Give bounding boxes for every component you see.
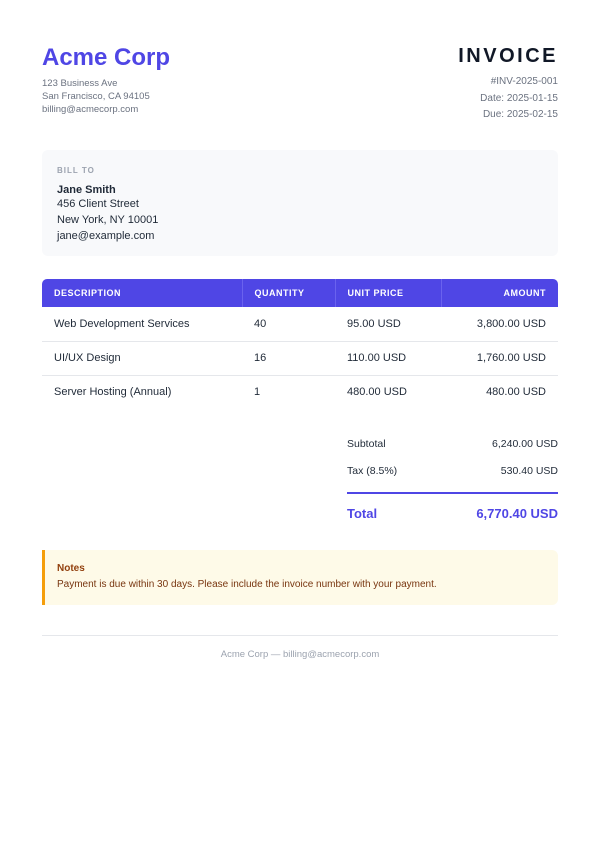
- company-block: [42, 44, 170, 124]
- subtotal-value: 6,240.00 USD: [492, 437, 558, 450]
- item-amount: 3,800.00 USD: [441, 307, 558, 341]
- column-header-quantity: QUANTITY: [242, 279, 335, 307]
- item-quantity: 1: [254, 386, 261, 399]
- company-address-line: San Francisco, CA 94105: [42, 91, 150, 102]
- footer-text: Acme Corp — billing@acmecorp.com: [220, 649, 380, 660]
- invoice-due-date: Due: 2025-02-15: [482, 109, 558, 120]
- tax-label: Tax (8.5%): [347, 464, 398, 477]
- line-items-table: [42, 279, 558, 409]
- table-row: [42, 341, 558, 375]
- item-amount: 1,760.00 USD: [441, 341, 558, 375]
- subtotal-row: [347, 430, 558, 457]
- invoice-title: INVOICE: [458, 45, 558, 67]
- notes-text: Payment is due within 30 days. Please include the invoice number with your payment.: [57, 579, 437, 590]
- bill-to-card: [42, 150, 558, 256]
- column-header-description: DESCRIPTION: [42, 279, 242, 307]
- bill-to-label: BILL TO: [57, 166, 95, 175]
- client-name: Jane Smith: [57, 184, 116, 196]
- notes-callout: [42, 550, 558, 605]
- invoice-date: Date: 2025-01-15: [480, 92, 558, 104]
- client-address-line: 456 Client Street: [57, 198, 139, 210]
- company-name: Acme Corp: [42, 44, 171, 71]
- table-row: [42, 307, 558, 341]
- item-description: Server Hosting (Annual): [54, 386, 172, 399]
- total-row: [347, 492, 558, 530]
- client-email: jane@example.com: [57, 230, 155, 242]
- notes-title: Notes: [57, 563, 85, 574]
- tax-row: [347, 457, 558, 484]
- company-address-line: 123 Business Ave: [42, 78, 118, 89]
- subtotal-label: Subtotal: [347, 437, 386, 450]
- item-unit-price: 480.00 USD: [347, 386, 407, 399]
- invoice-meta: [458, 44, 558, 124]
- tax-value: 530.40 USD: [500, 464, 558, 477]
- total-label: Total: [347, 505, 378, 521]
- client-address-line: New York, NY 10001: [57, 214, 159, 226]
- invoice-header: [42, 44, 558, 124]
- column-header-amount: AMOUNT: [441, 279, 558, 307]
- item-quantity: 16: [242, 341, 335, 375]
- item-description: Web Development Services: [42, 307, 242, 341]
- table-header-row: [42, 279, 558, 307]
- footer-divider: [42, 635, 558, 636]
- totals-block: [347, 430, 558, 530]
- item-unit-price: 110.00 USD: [335, 341, 441, 375]
- table-row: [42, 375, 558, 409]
- company-email: billing@acmecorp.com: [42, 104, 139, 115]
- column-header-unit-price: UNIT PRICE: [335, 279, 441, 307]
- item-quantity: 40: [242, 307, 335, 341]
- total-value: 6,770.40 USD: [476, 505, 558, 521]
- item-amount: 480.00 USD: [486, 386, 546, 399]
- item-unit-price: 95.00 USD: [335, 307, 441, 341]
- item-description: UI/UX Design: [42, 341, 242, 375]
- invoice-number: #INV-2025-001: [490, 76, 558, 87]
